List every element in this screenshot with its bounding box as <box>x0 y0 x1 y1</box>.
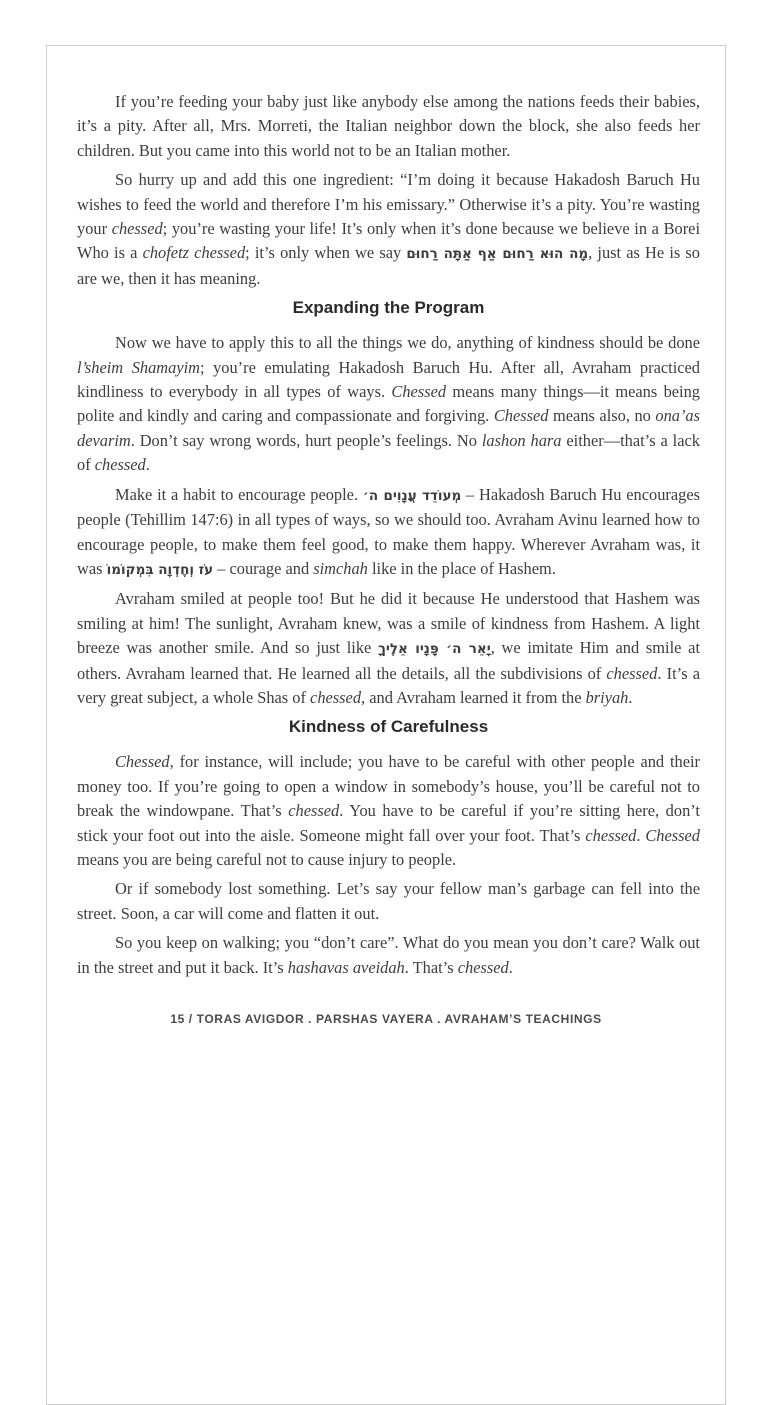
text-run: ; you’re wasting your life! It’s only when it’s done because we believe in a Borei Who is a <box>77 219 700 263</box>
italic-term: chofetz chessed <box>142 243 246 263</box>
paragraph <box>77 90 700 163</box>
text-run: So hurry up and add this one ingredient: “I’m doing it because Hakadosh Baruch Hu wishes to feed the world and therefore I’m his emissary.” Otherwise it’s a pity. You’re wasting your <box>77 170 700 239</box>
text-run: – courage and <box>213 558 314 578</box>
italic-term: chessed <box>585 825 637 845</box>
italic-term: simchah <box>313 558 368 578</box>
text-run: like in the place of Hashem. <box>367 558 556 578</box>
text-run: – Hakadosh Baruch Hu encourages people (Tehillim 147:6) in all types of ways, so we should too. Avraham Avinu learned how to encourage people, to make them feel good, to make them happy. Wherever Avraham was, it was <box>77 484 700 578</box>
italic-term: Chessed <box>493 406 549 426</box>
hebrew-phrase: מָה הוּא רַחוּם אַף אַתָּה רַחוּם <box>406 246 589 263</box>
text-run: . Don’t say wrong words, hurt people’s feelings. No <box>130 430 482 450</box>
italic-term: l’sheim Shamayim <box>77 357 200 377</box>
paragraph <box>77 877 700 926</box>
text-run: . <box>508 957 513 977</box>
text-run: Now we have to apply this to all the things we do, anything of kindness should be done <box>115 333 700 353</box>
italic-term: lashon hara <box>481 430 562 450</box>
text-run: , for instance, will include; you have to be careful with other people and their money too. If you’re going to open a window in somebody’s house, you’ll be careful not to break the windowpane. That’s <box>77 752 700 821</box>
text-run: , and Avraham learned it from the <box>361 687 586 707</box>
paragraph <box>77 750 700 872</box>
text-run: ; you’re emulating Hakadosh Baruch Hu. After all, Avraham practiced kindliness to everybody in all types of ways. <box>77 357 700 402</box>
page-footer: 15 / TORAS AVIGDOR . PARSHAS VAYERA . AVRAHAM’S TEACHINGS <box>47 1010 725 1028</box>
text-run: ; it’s only when we say <box>245 243 407 263</box>
text-run: If you’re feeding your baby just like anybody else among the nations feeds their babies, it’s a pity. After all, Mrs. Morreti, the Italian neighbor down the block, she also feeds her children. But you came into this world not to be an Italian mother. <box>77 92 700 160</box>
text-run: means you are being careful not to cause injury to people. <box>77 849 457 869</box>
italic-term: chessed <box>606 663 658 683</box>
italic-term: Chessed <box>391 382 447 402</box>
hebrew-phrase: מְעוֹדֵד עֲנָוִים ה׳ <box>362 487 462 504</box>
italic-term: chessed <box>94 455 146 475</box>
section-heading: Expanding the Program <box>292 298 485 318</box>
text-run: So you keep on walking; you “don’t care”. What do you mean you don’t care? Walk out in the street and put it back. It’s <box>77 933 700 977</box>
text-run: either—that’s a lack of <box>77 430 700 475</box>
text-run: means many things—it means being polite and kindly and caring and compassionate and forgiving. <box>77 382 700 426</box>
text-run: , just as He is so are we, then it has meaning. <box>77 243 701 288</box>
text-run: . That’s <box>404 957 458 977</box>
text-run: . <box>636 825 646 845</box>
paragraph <box>77 587 700 710</box>
section-heading: Kindness of Carefulness <box>288 717 489 737</box>
text-run: . <box>145 455 150 475</box>
paragraph <box>77 931 700 980</box>
hebrew-phrase: עֹז וְחֶדְוָה בִּמְקוֹמוֹ <box>106 561 214 578</box>
italic-term: chessed <box>288 801 340 821</box>
text-run: . You have to be careful if you’re sitting here, don’t stick your foot out into the aisle. Someone might fall over your foot. That’s <box>77 801 700 845</box>
paragraph <box>77 331 700 477</box>
text-run: Or if somebody lost something. Let’s say your fellow man’s garbage can fell into the street. Soon, a car will come and flatten it out. <box>77 879 700 923</box>
text-run: Make it a habit to encourage people. <box>115 484 363 504</box>
italic-term: hashavas aveidah <box>287 957 405 977</box>
italic-term: briyah <box>585 687 629 707</box>
document-page <box>46 45 726 1405</box>
italic-term: Chessed <box>115 752 170 772</box>
paragraph <box>77 483 700 583</box>
italic-term: chessed <box>310 687 362 707</box>
italic-term: chessed <box>111 219 163 239</box>
document-body <box>47 46 725 980</box>
text-run: means also, no <box>548 406 656 426</box>
hebrew-phrase: יָאֵר ה׳ פָּנָיו אֵלֶיךָ <box>378 641 491 658</box>
italic-term: Chessed <box>645 825 700 845</box>
paragraph <box>77 168 700 291</box>
text-run: , we imitate Him and smile at others. Avraham learned that. He learned all the details, all the subdivisions of <box>77 638 700 683</box>
text-run: . It’s a very great subject, a whole Shas of <box>77 663 700 707</box>
italic-term: ona’as devarim <box>77 406 700 450</box>
text-run: . <box>628 687 633 707</box>
italic-term: chessed <box>457 957 509 977</box>
text-run: Avraham smiled at people too! But he did it because He understood that Hashem was smiling at him! The sunlight, Avraham knew, was a smile of kindness from Hashem. A light breeze was another smile. And so just like <box>77 589 700 658</box>
